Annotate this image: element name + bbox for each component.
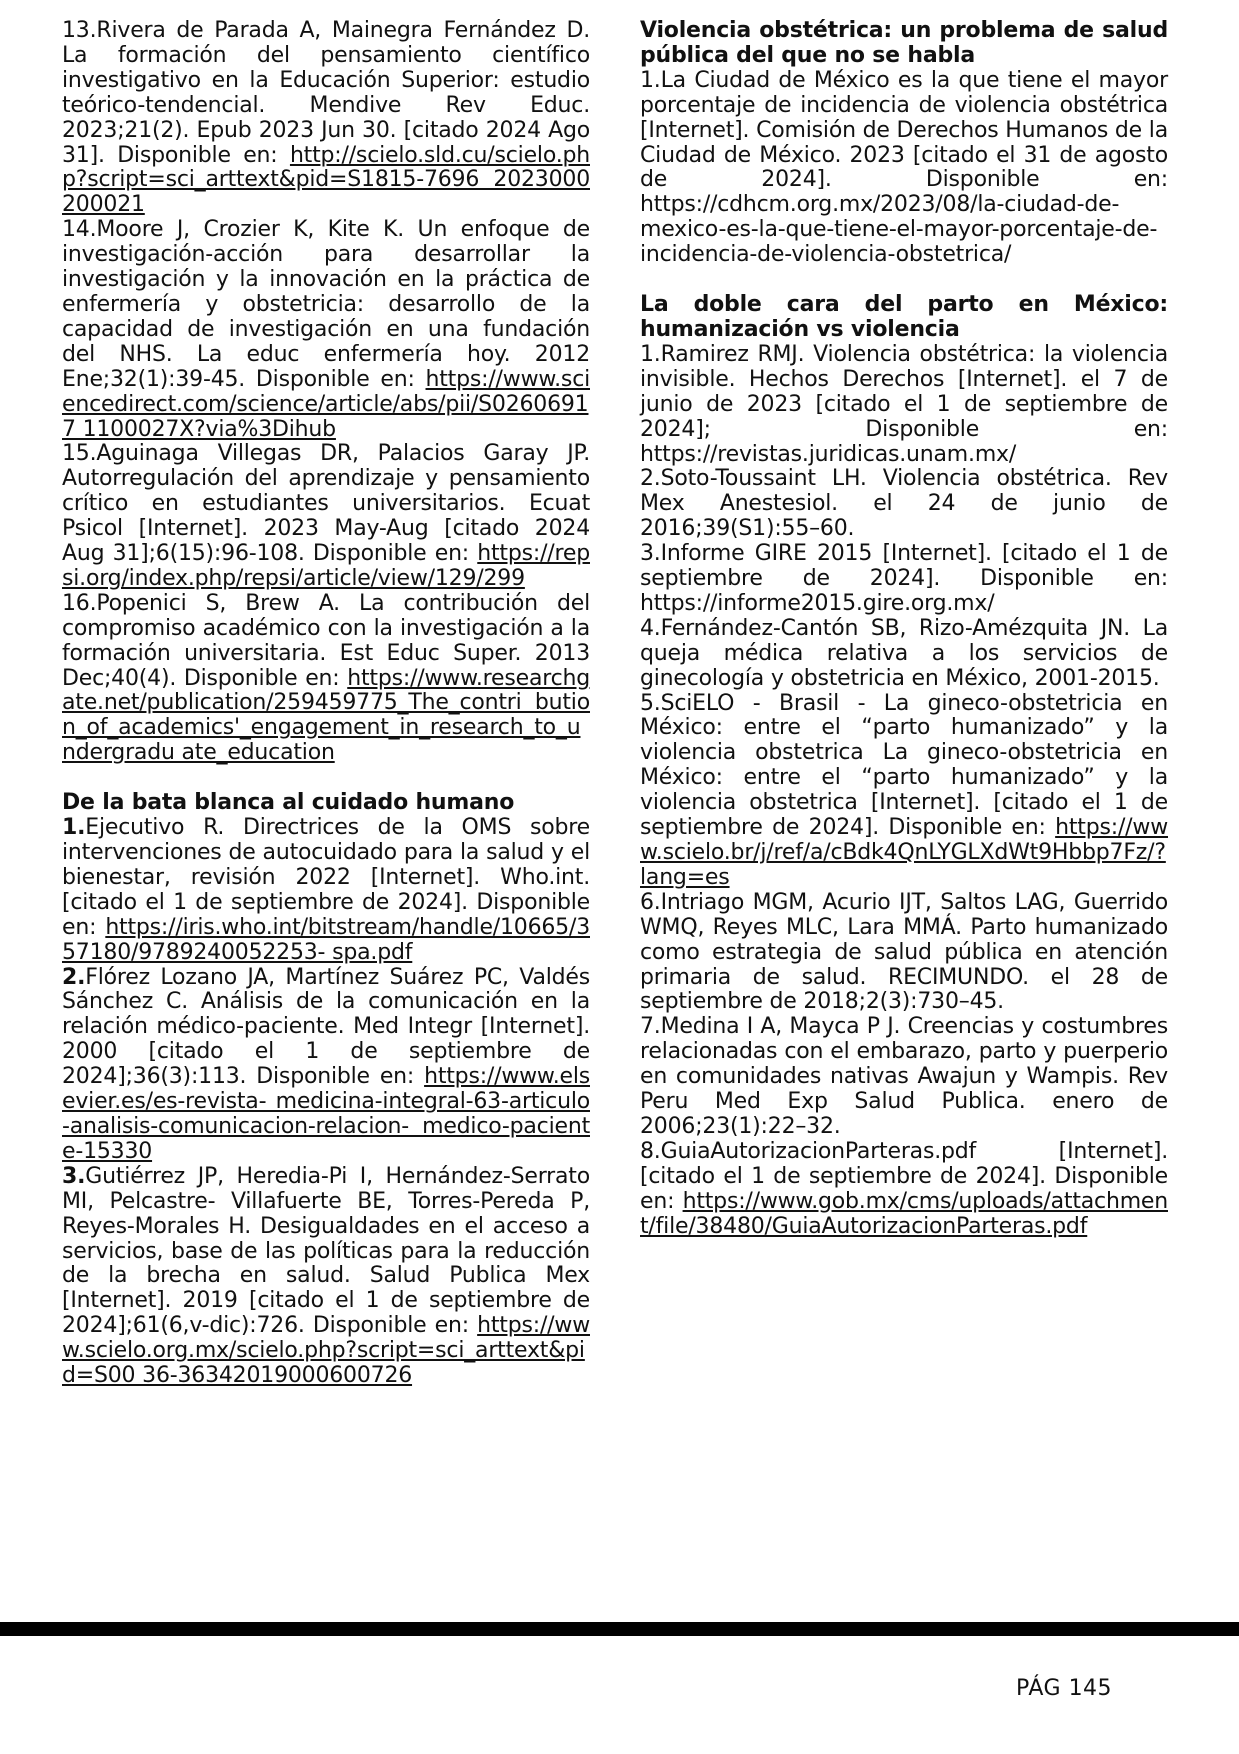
reference-number: 1. [62,815,86,841]
reference-b2 [62,966,590,1165]
reference-link[interactable]: https://www.gob.mx/cms/uploads/attachment/file/38480/GuiaAutorizacionParteras.pdf [640,1188,1168,1239]
reference-d5 [640,692,1168,891]
reference-d4 [640,617,1168,692]
reference-number: 7. [640,1014,661,1040]
reference-16 [62,592,590,766]
left-column [62,19,590,1389]
reference-number: 15. [62,441,97,467]
section-title-violencia-obstetrica: Violencia obstétrica: un problema de salud pública del que no se habla [640,18,1168,68]
reference-text: GuiaAutorizacionParteras.pdf [Internet]. [citado el 1 de septiembre de 2024]. Disponible en: [640,1138,1168,1214]
reference-number: 3. [640,541,661,567]
reference-number: 6. [640,889,661,915]
reference-text: Intriago MGM, Acurio IJT, Saltos LAG, Guerrido WMQ, Reyes MLC, Lara MMÁ. Parto humanizado como estrategia de salud pública en atención primaria de salud. RECIMUNDO. el 28 de septiembre de 2018;2(3):730–45. [640,889,1168,1015]
reference-text: Medina I A, Mayca P J. Creencias y costumbres relacionadas con el embarazo, parto y puerperio en comunidades nativas Awajun y Wampis. Rev Peru Med Exp Salud Publica. enero de 2006;23(1):22–32. [640,1014,1168,1139]
reference-link[interactable]: https://repsi.org/index.php/repsi/article/view/129/299 [62,541,590,591]
reference-text: Ramirez RMJ. Violencia obstétrica: la violencia invisible. Hechos Derechos [Internet]. el 7 de junio de 2023 [citado el 1 de septiembre de 2024]; Disponible en: https://revistas.juridicas.unam.mx/ [640,341,1168,467]
reference-text: Ejecutivo R. Directrices de la OMS sobre intervenciones de autocuidado para la salud y el bienestar, revisión 2022 [Internet]. Who.int. [citado el 1 de septiembre de 2024]. Disponible en: [62,815,590,940]
reference-number: 2. [640,466,661,492]
reference-link[interactable]: http://scielo.sld.cu/scielo.php?script=sci_arttext&pid=S1815-7696 2023000200021 [62,142,590,218]
reference-b3 [62,1165,590,1389]
reference-text: Gutiérrez JP, Heredia-Pi I, Hernández-Serrato MI, Pelcastre- Villafuerte BE, Torres-Pereda P, Reyes-Morales H. Desigualdades en el acceso a servicios, base de las políticas para la reducción de la brecha en salud. Salud Publica Mex [Internet]. 2019 [citado el 1 de septiembre de 2024];61(6,v-dic):726. Disponible en: [62,1163,590,1339]
reference-text: Popenici S, Brew A. La contribución del compromiso académico con la investigación a la formación universitaria. Est Educ Super. 2013 Dec;40(4). Disponible en: [62,590,590,691]
reference-text: Rivera de Parada A, Mainegra Fernández D. La formación del pensamiento científico investigativo en la Educación Superior: estudio teórico-tendencial. Mendive Rev Educ. 2023;21(2). Epub 2023 Jun 30. [citado 2024 Ago 31]. Disponible en: [62,18,590,168]
reference-text: SciELO - Brasil - La gineco-obstetricia en México: entre el “parto humanizado” y la violencia obstetrica La gineco-obstetricia en México: entre el “parto humanizado” y la violencia obstetrica [Internet]. [citado el 1 de septiembre de 2024]. Disponible en: [640,690,1168,841]
reference-v1 [640,69,1168,268]
reference-d8 [640,1140,1168,1240]
reference-number: 4. [640,615,661,641]
reference-d7 [640,1015,1168,1140]
reference-number: 1. [640,67,661,93]
reference-number: 14. [62,217,97,243]
reference-number: 5. [640,690,661,716]
reference-number: 3. [62,1163,86,1189]
reference-link[interactable]: https://www.sciencedirect.com/science/article/abs/pii/S02606917 1100027X?via%3Dihub [62,366,590,442]
reference-link[interactable]: https://www.scielo.br/j/ref/a/cBdk4QnLYGLXdWt9Hbbp7Fz/?lang=es [640,815,1168,890]
reference-number: 2. [62,964,86,990]
reference-d3 [640,542,1168,617]
reference-d2 [640,467,1168,542]
page-number: PÁG 145 [1016,1676,1113,1701]
reference-d6 [640,891,1168,1016]
reference-number: 8. [640,1138,661,1164]
reference-text: Fernández-Cantón SB, Rizo-Amézquita JN. La queja médica relativa a los servicios de ginecología y obstetricia en México, 2001-2015. [640,615,1168,691]
reference-number: 1. [640,341,661,367]
reference-text: La Ciudad de México es la que tiene el mayor porcentaje de incidencia de violencia obstétrica [Internet]. Comisión de Derechos Humanos de la Ciudad de México. 2023 [citado el 31 de agosto de 2024]. Disponible en: https://cdhcm.org.mx/2023/08/la-ciudad-de-mexico-es-la-que-tiene-el-mayor-porcentaje-de-incidencia-de-violencia-obstetrica/ [640,67,1169,268]
reference-link[interactable]: https://iris.who.int/bitstream/handle/10665/357180/9789240052253- spa.pdf [62,914,590,965]
reference-d1 [640,343,1168,468]
reference-text: Flórez Lozano JA, Martínez Suárez PC, Valdés Sánchez C. Análisis de la comunicación en la relación médico-paciente. Med Integr [Internet]. 2000 [citado el 1 de septiembre de 2024];36(3):113. Disponible en: [62,964,590,1090]
right-column [640,19,1168,1240]
section-title-bata-blanca: De la bata blanca al cuidado humano [62,790,515,816]
footer-divider [0,1622,1239,1636]
reference-text: Soto-Toussaint LH. Violencia obstétrica. Rev Mex Anestesiol. el 24 de junio de 2016;39(S1):55–60. [640,466,1168,542]
reference-number: 13. [62,18,97,43]
reference-link[interactable]: https://www.researchgate.net/publication/259459775_The_contri bution_of_academics'_engagement_in_research_to_undergradu ate_education [62,665,590,766]
reference-text: Informe GIRE 2015 [Internet]. [citado el 1 de septiembre de 2024]. Disponible en: https://informe2015.gire.org.mx/ [640,541,1168,616]
reference-14 [62,218,590,442]
reference-15 [62,442,590,591]
section-title-doble-cara: La doble cara del parto en México: humanización vs violencia [640,292,1168,342]
reference-link[interactable]: https://www.scielo.org.mx/scielo.php?script=sci_arttext&pid=S00 36-36342019000600726 [62,1313,590,1389]
reference-13 [62,19,590,218]
reference-text: Aguinaga Villegas DR, Palacios Garay JP. Autorregulación del aprendizaje y pensamiento crítico en estudiantes universitarios. Ecuat Psicol [Internet]. 2023 May-Aug [citado 2024 Aug 31];6(15):96-108. Disponible en: [62,441,590,567]
reference-number: 16. [62,590,97,616]
reference-text: Moore J, Crozier K, Kite K. Un enfoque de investigación-acción para desarrollar la investigación y la innovación en la práctica de enfermería y obstetricia: desarrollo de la capacidad de investigación en una fundación del NHS. La educ enfermería hoy. 2012 Ene;32(1):39-45. Disponible en: [62,217,590,392]
reference-link[interactable]: https://www.elsevier.es/es-revista- medicina-integral-63-articulo-analisis-comunicacion-relacion- medico-paciente-15330 [62,1064,590,1164]
reference-b1 [62,816,590,965]
